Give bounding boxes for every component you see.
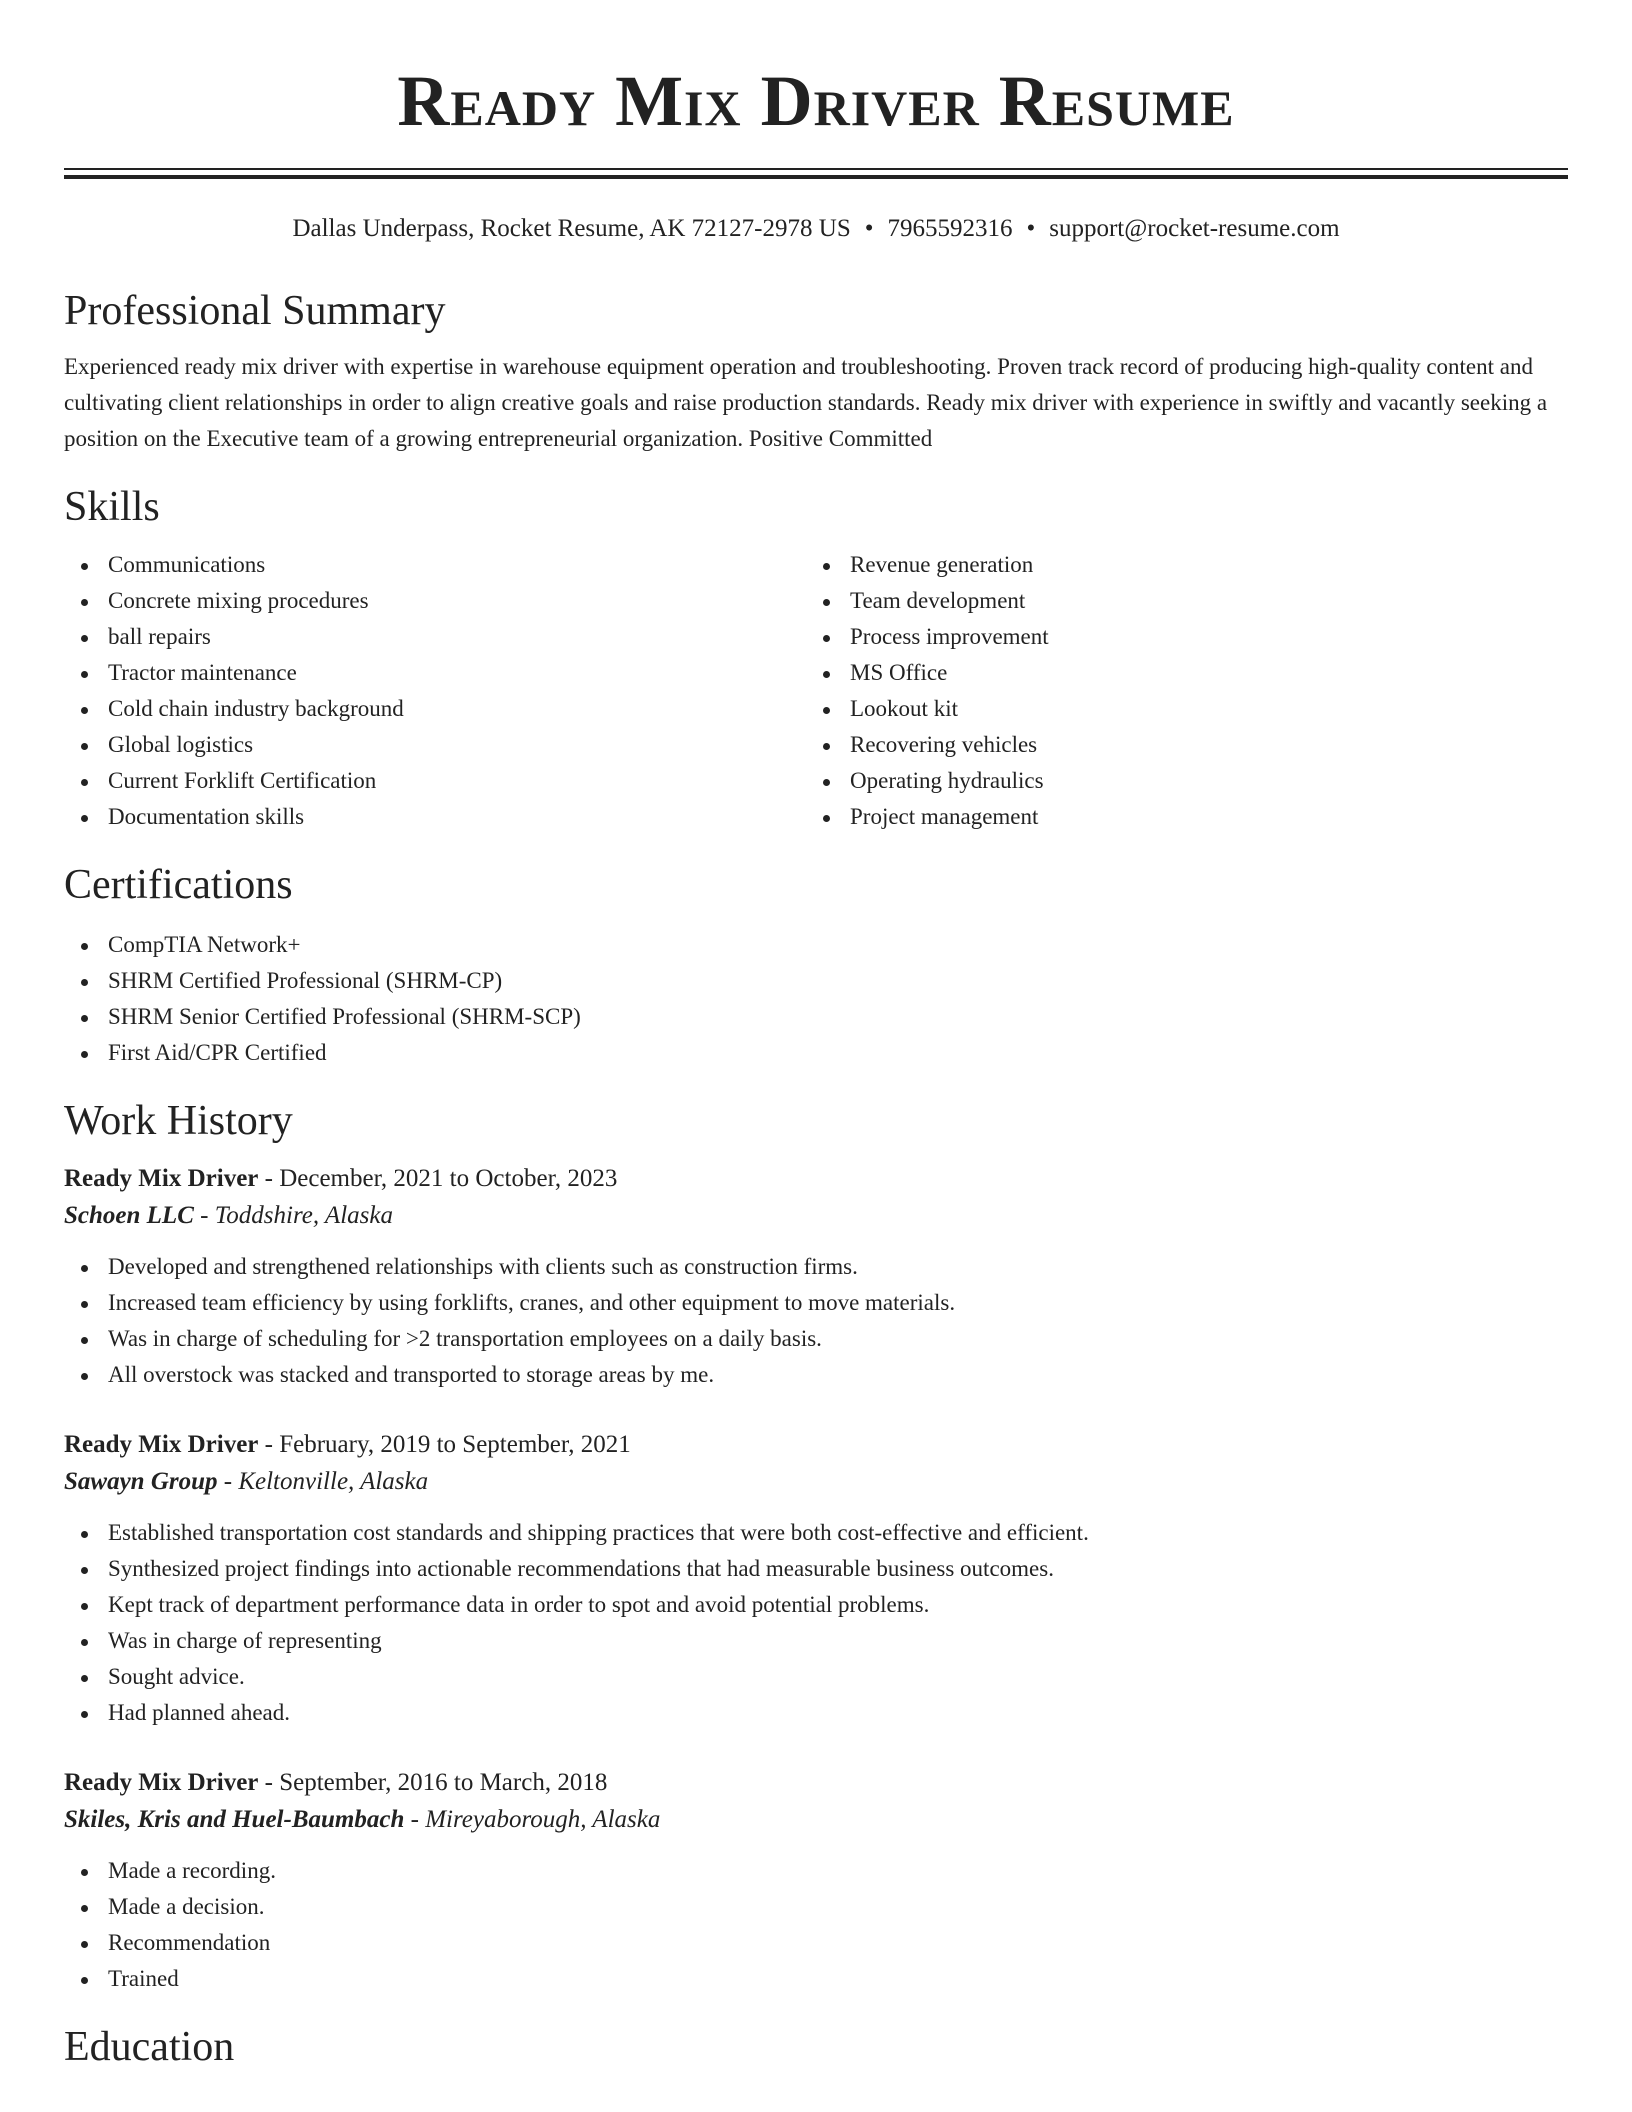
job-bullet: Recommendation	[64, 1925, 1568, 1961]
job-title: Ready Mix Driver	[64, 1769, 259, 1796]
skill-item: Current Forklift Certification	[64, 763, 806, 799]
job-bullet: Was in charge of scheduling for >2 transportation employees on a daily basis.	[64, 1321, 1568, 1357]
job-heading	[64, 1427, 1568, 1463]
job-employer	[64, 1801, 1568, 1839]
job-bullet: Increased team efficiency by using forklifts, cranes, and other equipment to move materials.	[64, 1285, 1568, 1321]
job-bullet-list	[64, 1515, 1568, 1731]
skill-item: Project management	[806, 799, 1548, 835]
contact-separator: •	[864, 215, 874, 242]
dash-separator: -	[258, 1431, 280, 1458]
job-bullet-list	[64, 1853, 1568, 1997]
job-bullet: Developed and strengthened relationships with clients such as construction firms.	[64, 1249, 1568, 1285]
job-bullet: Made a decision.	[64, 1889, 1568, 1925]
dash-separator: -	[258, 1769, 280, 1796]
contact-separator: •	[1026, 215, 1036, 242]
work-history-section	[64, 1095, 1568, 1997]
jobs-container	[64, 1161, 1568, 1997]
job-bullet: Trained	[64, 1961, 1568, 1997]
dash-separator: -	[258, 1165, 280, 1192]
dash-separator: -	[404, 1806, 426, 1833]
job-entry	[64, 1427, 1568, 1731]
contact-email: support@rocket-resume.com	[1049, 215, 1340, 242]
job-dates: February, 2019 to September, 2021	[279, 1431, 631, 1458]
job-location: Mireyaborough, Alaska	[425, 1806, 661, 1833]
job-heading	[64, 1765, 1568, 1801]
skills-section	[64, 481, 1568, 835]
certification-item: SHRM Senior Certified Professional (SHRM-SCP)	[64, 999, 1568, 1035]
skills-list-left	[64, 547, 806, 835]
skill-item: Lookout kit	[806, 691, 1548, 727]
job-company: Sawayn Group	[64, 1468, 218, 1495]
contact-phone: 7965592316	[887, 215, 1013, 242]
job-bullet: Established transportation cost standards and shipping practices that were both cost-effective and efficient.	[64, 1515, 1568, 1551]
job-heading	[64, 1161, 1568, 1197]
job-bullet: Sought advice.	[64, 1659, 1568, 1695]
contact-line	[64, 213, 1568, 245]
skill-item: Recovering vehicles	[806, 727, 1548, 763]
skill-item: Process improvement	[806, 619, 1548, 655]
skill-item: Global logistics	[64, 727, 806, 763]
job-location: Toddshire, Alaska	[214, 1202, 393, 1229]
job-bullet: Kept track of department performance data in order to spot and avoid potential problems.	[64, 1587, 1568, 1623]
skill-item: Team development	[806, 583, 1548, 619]
certifications-section	[64, 859, 1568, 1071]
dash-separator: -	[217, 1468, 239, 1495]
job-dates: September, 2016 to March, 2018	[279, 1769, 608, 1796]
certifications-list	[64, 927, 1568, 1071]
job-bullet: All overstock was stacked and transported to storage areas by me.	[64, 1357, 1568, 1393]
job-title: Ready Mix Driver	[64, 1165, 259, 1192]
skill-item: MS Office	[806, 655, 1548, 691]
education-section	[64, 2021, 1568, 2073]
job-employer	[64, 1463, 1568, 1501]
section-heading-summary: Professional Summary	[64, 288, 446, 334]
dash-separator: -	[193, 1202, 215, 1229]
skill-item: Tractor maintenance	[64, 655, 806, 691]
skill-item: Concrete mixing procedures	[64, 583, 806, 619]
resume-title: Ready Mix Driver Resume	[397, 61, 1235, 141]
professional-summary-section	[64, 285, 1568, 457]
job-company: Skiles, Kris and Huel-Baumbach	[64, 1806, 405, 1833]
section-heading-certifications: Certifications	[64, 862, 293, 908]
job-bullet-list	[64, 1249, 1568, 1393]
job-location: Keltonville, Alaska	[238, 1468, 429, 1495]
job-title: Ready Mix Driver	[64, 1431, 259, 1458]
skill-item: ball repairs	[64, 619, 806, 655]
section-heading-education: Education	[64, 2024, 235, 2070]
job-bullet: Made a recording.	[64, 1853, 1568, 1889]
skill-item: Revenue generation	[806, 547, 1548, 583]
job-bullet: Had planned ahead.	[64, 1695, 1568, 1731]
job-entry	[64, 1161, 1568, 1393]
certification-item: First Aid/CPR Certified	[64, 1035, 1568, 1071]
skill-item: Cold chain industry background	[64, 691, 806, 727]
skills-list-right	[806, 547, 1548, 835]
job-dates: December, 2021 to October, 2023	[279, 1165, 618, 1192]
job-company: Schoen LLC	[64, 1202, 194, 1229]
skill-item: Operating hydraulics	[806, 763, 1548, 799]
section-heading-work-history: Work History	[64, 1098, 293, 1144]
certification-item: SHRM Certified Professional (SHRM-CP)	[64, 963, 1568, 999]
skill-item: Documentation skills	[64, 799, 806, 835]
job-entry	[64, 1765, 1568, 1997]
certification-item: CompTIA Network+	[64, 927, 1568, 963]
job-bullet: Was in charge of representing	[64, 1623, 1568, 1659]
skill-item: Communications	[64, 547, 806, 583]
contact-address: Dallas Underpass, Rocket Resume, AK 72127-2978 US	[292, 215, 851, 242]
title-divider	[64, 168, 1568, 179]
resume-page	[64, 0, 1568, 2073]
job-bullet: Synthesized project findings into actionable recommendations that had measurable business outcomes.	[64, 1551, 1568, 1587]
summary-text: Experienced ready mix driver with expertise in warehouse equipment operation and troubleshooting. Proven track record of producing high-quality content and cultivating client relationships in order to align creative goals and raise production standards. Ready mix driver with experience in swiftly and vacantly seeking a position on the Executive team of a growing entrepreneurial organization. Positive Committed	[64, 354, 1548, 451]
section-heading-skills: Skills	[64, 484, 160, 530]
job-employer	[64, 1197, 1568, 1235]
